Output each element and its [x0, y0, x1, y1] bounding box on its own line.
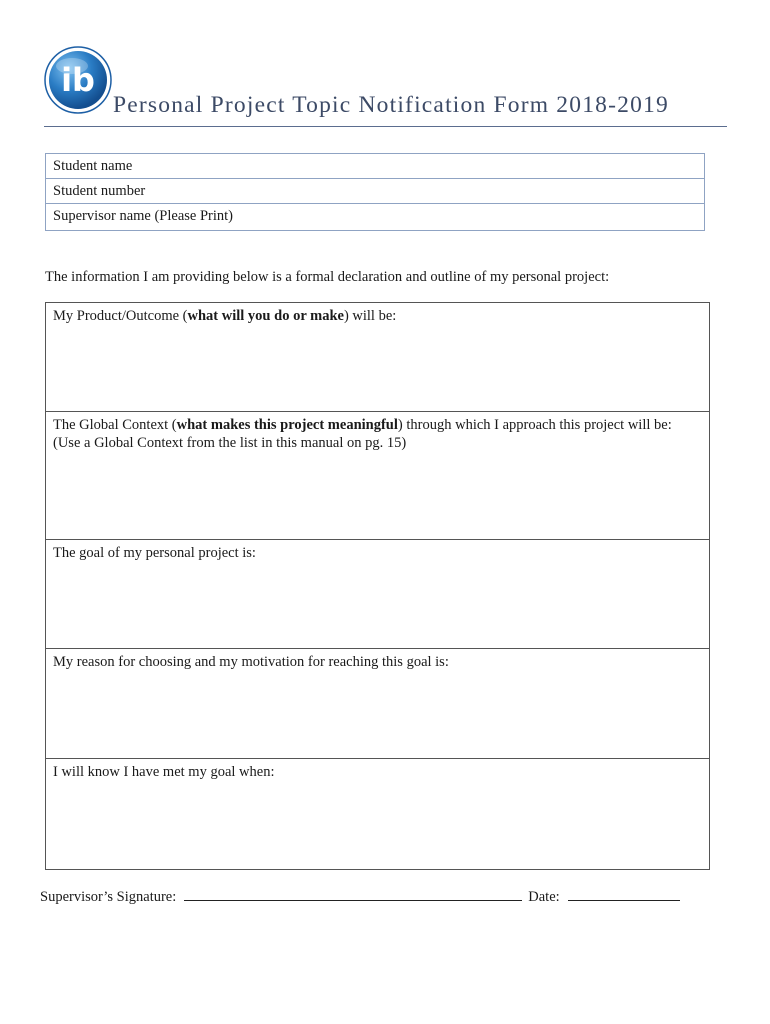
- student-info-table: [45, 153, 705, 231]
- ib-logo: [44, 46, 112, 114]
- reason-field[interactable]: [46, 649, 709, 759]
- date-label: Date:: [528, 889, 560, 905]
- student-name-field[interactable]: Student name: [46, 154, 704, 179]
- declaration-intro: The information I am providing below is a formal declaration and outline of my personal project:: [45, 269, 610, 285]
- success-criteria-field[interactable]: [46, 759, 709, 869]
- student-number-field[interactable]: Student number: [46, 179, 704, 204]
- reason-prompt: My reason for choosing and my motivation for reaching this goal is:: [53, 654, 449, 670]
- global-context-hint: (Use a Global Context from the list in this manual on pg. 15): [53, 435, 407, 451]
- page-title: Personal Project Topic Notification Form 2018-2019: [113, 92, 669, 118]
- signature-line[interactable]: [184, 886, 522, 901]
- product-outcome-prompt: My Product/Outcome (what will you do or make) will be:: [53, 308, 397, 324]
- project-outline-table: [45, 302, 710, 870]
- logo-lettering: ib: [61, 61, 95, 99]
- goal-field[interactable]: [46, 540, 709, 649]
- goal-prompt: The goal of my personal project is:: [53, 545, 256, 561]
- global-context-prompt: The Global Context (what makes this project meaningful) through which I approach this project will be:: [53, 417, 672, 433]
- supervisor-name-field[interactable]: Supervisor name (Please Print): [53, 208, 234, 224]
- title-divider: [44, 126, 727, 127]
- global-context-field[interactable]: [46, 412, 709, 540]
- product-outcome-field[interactable]: [46, 303, 709, 412]
- success-criteria-prompt: I will know I have met my goal when:: [53, 764, 275, 780]
- date-line[interactable]: [568, 886, 680, 901]
- signature-row: [40, 886, 680, 906]
- signature-label: Supervisor’s Signature:: [40, 889, 177, 905]
